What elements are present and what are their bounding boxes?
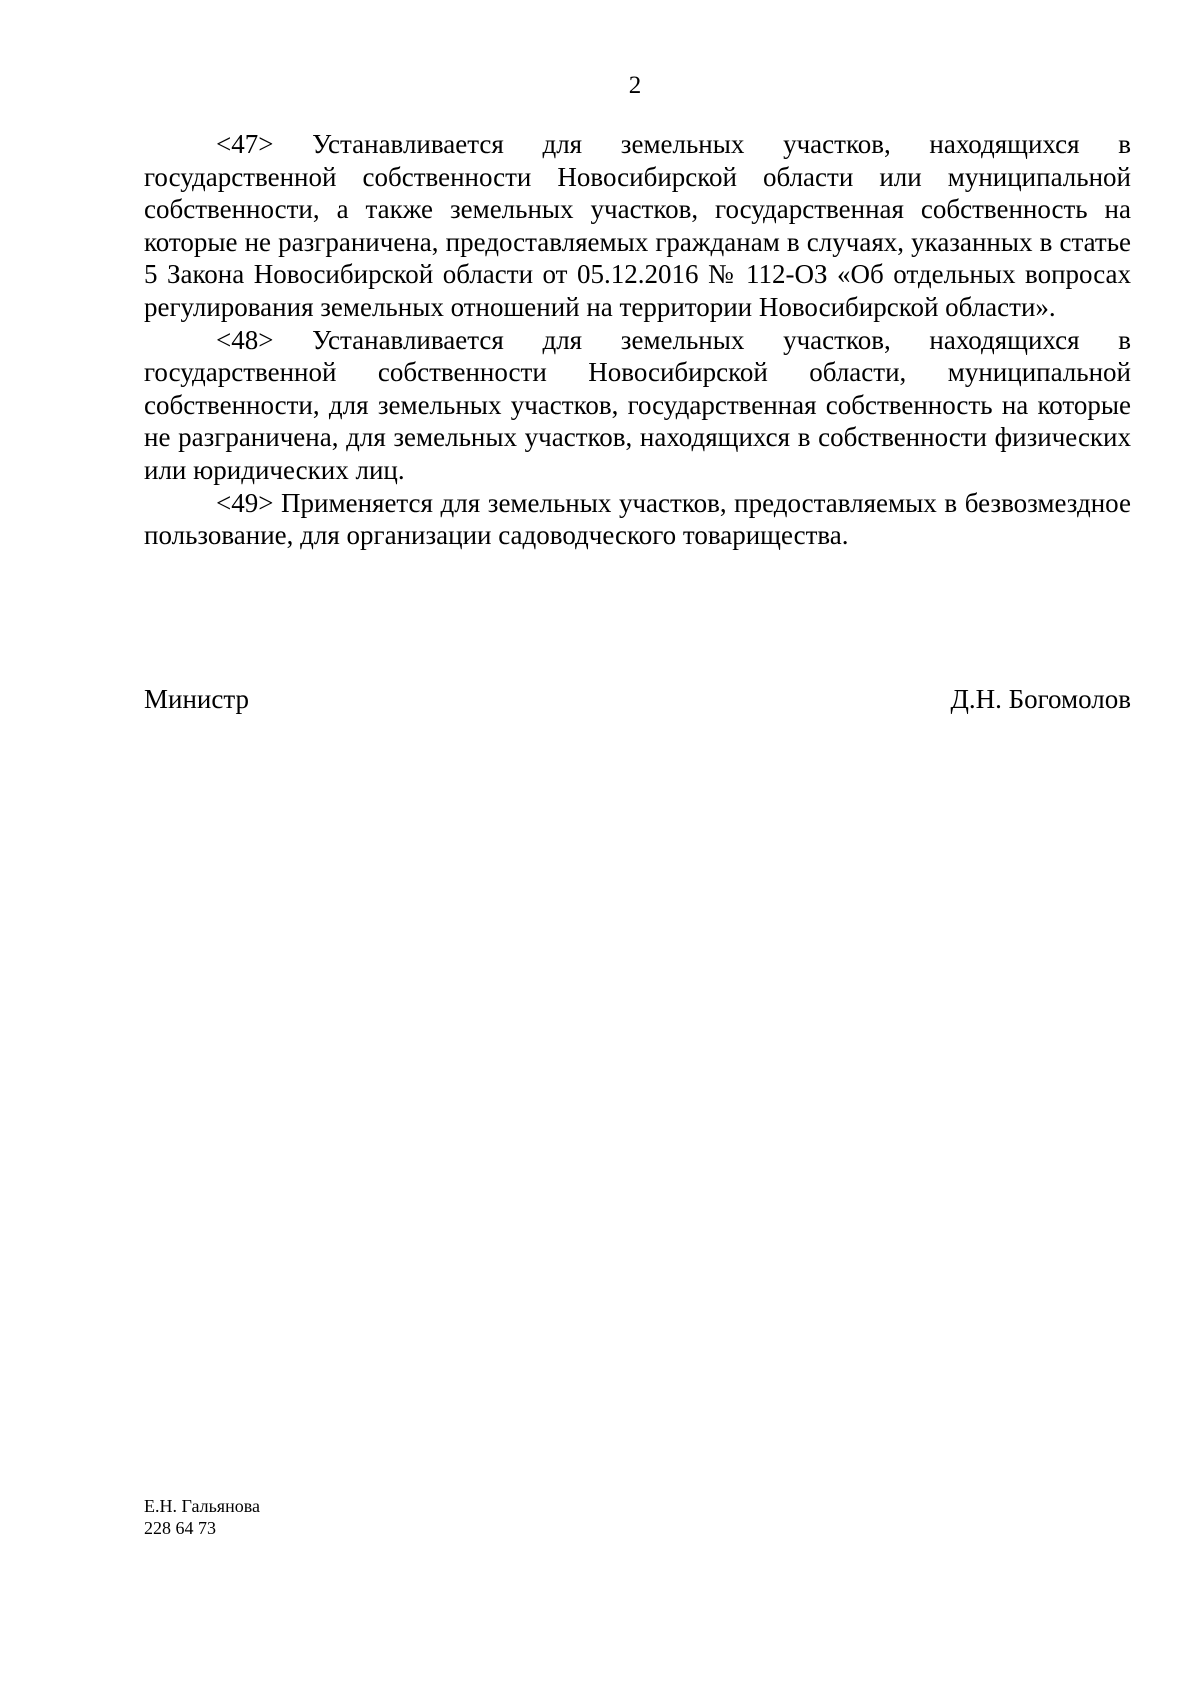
page-number: 2 <box>628 72 642 99</box>
footnote-49: <49> Применяется для земельных участков, предоставляемых в безвозмездное пользование, для организации садоводческого товарищества. <box>144 487 1131 551</box>
signatory-name: Д.Н. Богомолов <box>950 684 1131 714</box>
executor-name: Е.Н. Гальянова <box>144 1496 260 1516</box>
signatory-position: Министр <box>144 684 249 714</box>
footnote-47: <47> Устанавливается для земельных участков, находящихся в государственной собственности Новосибирской области или муниципальной собственности, а также земельных участков, государственная собственность на которые не разграничена, предоставляемых гражданам в случаях, указанных в статье 5 Закона Новосибирской области от 05.12.2016 № 112-ОЗ «Об отдельных вопросах регулирования земельных отношений на территории Новосибирской области». <box>144 129 1131 322</box>
footnotes-section <box>144 128 1131 552</box>
signature-block <box>144 683 1131 715</box>
footnote-48: <48> Устанавливается для земельных участков, находящихся в государственной собственности Новосибирской области, муниципальной собственности, для земельных участков, государственная собственность на которые не разграничена, для земельных участков, находящихся в собственности физических или юридических лиц. <box>144 324 1131 485</box>
executor-phone: 228 64 73 <box>144 1518 216 1538</box>
executor-block <box>144 1495 260 1539</box>
